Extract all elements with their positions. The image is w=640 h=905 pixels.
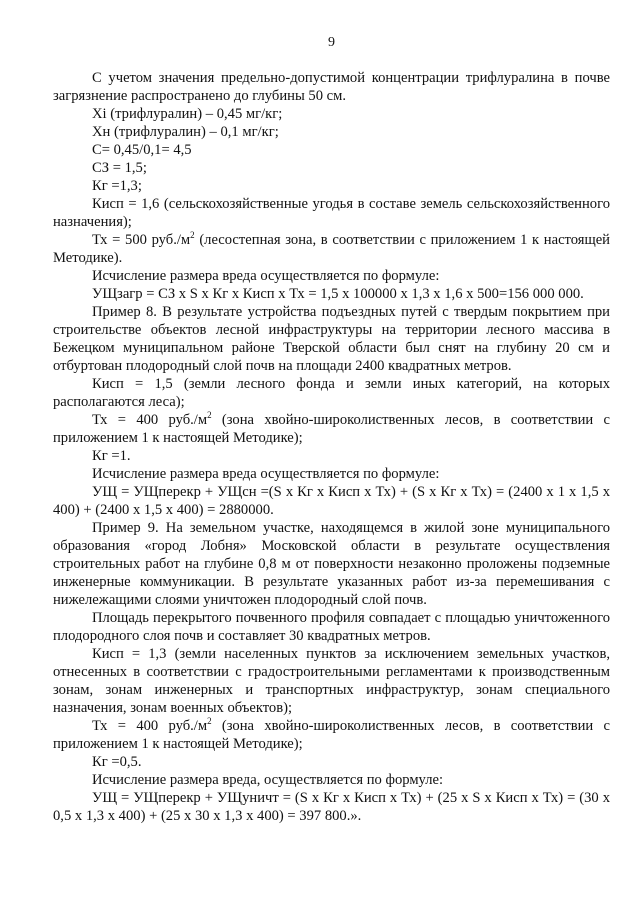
tx-text-end: (лесостепная зона, в соответствии с приложением 1 к настоящей Методике).: [53, 232, 610, 266]
paragraph-example-8-formula: УЩ = УЩперекр + УЩсн =(S х Кг х Кисп х Тх) + (S х Кг х Тх) = (2400 х 1 х 1,5 х 400) + (2400 х 1,5 х 400) = 2880000.: [53, 484, 610, 518]
tx-superscript: 2: [207, 716, 212, 727]
paragraph-calculation-intro: Исчисление размера вреда осуществляется по формуле:: [92, 268, 440, 284]
paragraph-tx-mixed-forest: [53, 411, 610, 447]
paragraph-xn-value: Хн (трифлуралин) – 0,1 мг/кг;: [92, 124, 279, 140]
page-number: 9: [328, 35, 335, 50]
tx-text-start: Тх = 400 руб./м: [92, 412, 208, 428]
paragraph-c-value: С= 0,45/0,1= 4,5: [92, 142, 192, 158]
paragraph-kisp-forest: Кисп = 1,5 (земли лесного фонда и земли иных категорий, на которых располагаются леса);: [53, 376, 610, 410]
paragraph-calculation-intro-2: Исчисление размера вреда, осуществляется по формуле:: [92, 772, 444, 788]
paragraph-area-description: Площадь перекрытого почвенного профиля совпадает с площадью уничтоженного плодородного слоя почв и составляет 30 квадратных метров.: [53, 610, 610, 644]
tx-text-end: (зона хвойно-широколиственных лесов, в соответствии с приложением 1 к настоящей Методике);: [53, 718, 610, 752]
paragraph-calculation-intro: Исчисление размера вреда осуществляется по формуле:: [92, 466, 440, 482]
paragraph-sz-value: СЗ = 1,5;: [92, 160, 147, 176]
paragraph-tx-mixed-forest-2: [53, 717, 610, 753]
paragraph-kg-one: Кг =1.: [92, 448, 131, 464]
tx-superscript: 2: [190, 230, 195, 241]
tx-text-start: Тх = 500 руб./м: [92, 232, 191, 248]
paragraph-kisp-settlements: Кисп = 1,3 (земли населенных пунктов за исключением земельных участков, отнесенных в соответствии с градостроительными регламентами к производственным зонам, зонам инженерных и транспортных инфраструктур, зонам специального назначения, зонам военных объектов);: [53, 646, 610, 716]
paragraph-kisp-agricultural: Кисп = 1,6 (сельскохозяйственные угодья в составе земель сельскохозяйственного назначения);: [53, 196, 610, 230]
paragraph-example-9: Пример 9. На земельном участке, находящемся в жилой зоне муниципального образования «город Лобня» Московской области в результате осуществления строительных работ на глубине 0,8 м от поверхности незаконно проложены подземные инженерные коммуникации. В результате указанных работ из-за перемешивания с нижележащими слоями уничтожен плодородный слой почв.: [53, 520, 610, 608]
paragraph-tx-forest-steppe: [53, 231, 610, 267]
tx-text-end: (зона хвойно-широколиственных лесов, в соответствии с приложением 1 к настоящей Методике);: [53, 412, 610, 446]
paragraph-contamination-depth: С учетом значения предельно-допустимой концентрации трифлуралина в почве загрязнение распространено до глубины 50 см.: [53, 70, 610, 104]
tx-text-start: Тх = 400 руб./м: [92, 718, 208, 734]
paragraph-kg-half: Кг =0,5.: [92, 754, 142, 770]
paragraph-xi-value: Хi (трифлуралин) – 0,45 мг/кг;: [92, 106, 283, 122]
paragraph-example-8: Пример 8. В результате устройства подъездных путей с твердым покрытием при строительстве объектов лесной инфраструктуры на территории лесного массива в Бежецком муниципальном районе Тверской области был снят на глубину 20 см и отбуртован плодородный слой почв на площади 2400 квадратных метров.: [53, 304, 610, 374]
tx-superscript: 2: [207, 410, 212, 421]
paragraph-kg-value: Кг =1,3;: [92, 178, 142, 194]
paragraph-example-9-formula: УЩ = УЩперекр + УЩуничт = (S х Кг х Кисп х Тх) + (25 х S х Кисп х Тх) = (30 х 0,5 х 1,3 х 400) + (25 х 30 х 1,3 х 400) = 397 800.».: [53, 790, 610, 824]
paragraph-contamination-formula: УЩзагр = СЗ х S х Кг х Кисп х Тх = 1,5 х 100000 х 1,3 х 1,6 х 500=156 000 000.: [92, 286, 584, 302]
